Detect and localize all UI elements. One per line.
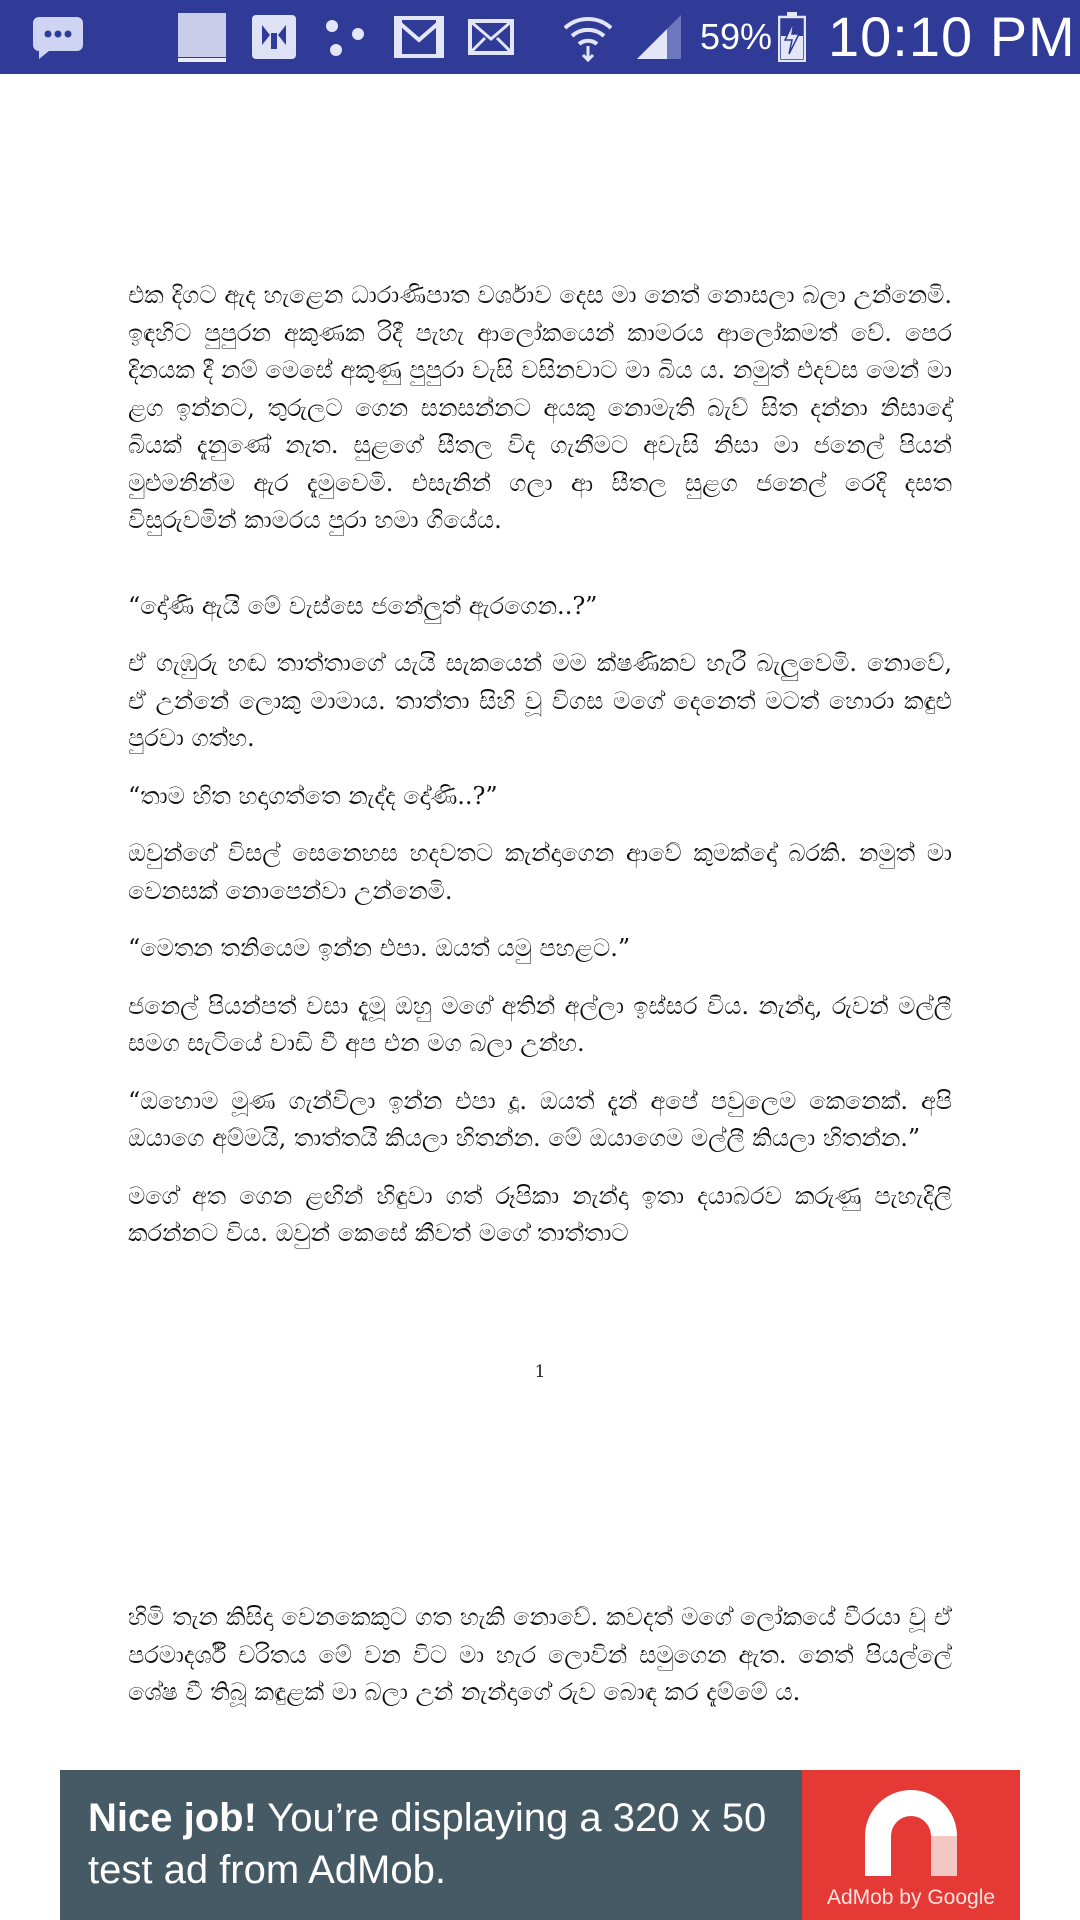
- ad-headline-bold: Nice job!: [88, 1796, 257, 1840]
- signal-icon: [634, 12, 686, 62]
- battery-percent: 59%: [700, 16, 773, 57]
- gallery-icon: [174, 12, 230, 62]
- paragraph: ඔවුන්ගේ විසල් සෙනෙහස හදවතට කැන්දාගෙන ආවේ කුමක්දෝ බරකි. නමුත් මා වෙනසක් නොපෙන්වා උන්නෙමි.: [128, 839, 952, 905]
- battery-charging-icon: [776, 12, 808, 62]
- admob-logo-panel[interactable]: [802, 1770, 1020, 1920]
- paragraph: මගේ අත ගෙන ළඟින් හිඳුවා ගත් රූපිකා නැන්දා ඉතා දයාබරව කරුණු පැහැදිලි කරන්නට විය. ඔවුන් කෙසේ කීවත් මගේ තාත්තාට: [128, 1181, 952, 1247]
- paragraph: එක දිගට ඇද හැළෙන ධාරාණිපාත වර්ශාව දෙස මා නෙත් නොසලා බලා උන්නෙමි. ඉඳහිට පුපුරන අකුණක රිදී පැහැ ආලෝකයෙන් කාමරය ආලෝකමත් වේ. පෙර දිනයක දී නම් මෙසේ අකුණු පුපුරා වැසි වසිනවාට මා බිය ය. නමුත් එදවස මෙන් මා ළග ඉන්නට, තුරුලට ගෙන සනසන්නට අයකු නොමැති බැව් සිත දන්නා නිසාදෝ බියක් දැනුණේ නැත. සුළගේ සීතල විද ගැනීමට අවැසි නිසා මා ජනෙල් පියන් මුළුමනින්ම ඇර දැමුවෙමි. එසැනින් ගලා ආ සීතල සුළග ජනෙල් රෙදි දසත විසුරුවමින් කාමරය පුරා හමා ගියේය.: [128, 281, 952, 534]
- page-2-text: [128, 1599, 952, 1732]
- clock: 10:10 PM: [828, 5, 1076, 68]
- paragraph: ඒ ගැඹුරු හඬ තාත්තාගේ යැයි සැකයෙන් මම ක්ෂණිකව හැරී බැලුවෙමි. නොවේ, ඒ උන්නේ ලොකු මාමාය. තාත්තා සිහි වූ විගස මගේ දෙනෙත් මටත් හොරා කඳුළු පුරවා ගත්හ.: [128, 649, 952, 752]
- ad-banner[interactable]: [60, 1770, 1020, 1920]
- gmail-icon: [392, 12, 446, 62]
- chat-bubble-icon: [28, 12, 88, 62]
- wifi-icon: [560, 12, 616, 62]
- page-number: 1: [534, 1362, 546, 1382]
- ad-headline[interactable]: [88, 1792, 828, 1896]
- ad-logo-caption: AdMob by Google: [826, 1886, 996, 1909]
- document-viewer[interactable]: [0, 74, 1080, 1770]
- share-icon: [320, 12, 370, 62]
- paragraph: “මෙතන තනියෙම ඉන්න එපා. ඔයත් යමු පහළට.”: [128, 934, 631, 962]
- paragraph: “ඔහොම මූණ ගැන්විලා ඉන්න එපා දූ. ඔයත් දැන් අපේ පවුලෙම කෙනෙක්. අපි ඔයාගෙ අම්මයි, තාත්තයි කියලා හිතන්න. මේ ඔයාගෙම මල්ලී කියලා හිතන්න.”: [128, 1086, 952, 1152]
- mail-icon: [466, 12, 516, 62]
- status-bar: [0, 0, 1080, 74]
- paragraph: “තාම හිත හදාගත්තෙ නැද්ද දෝණි..?”: [128, 781, 498, 810]
- page-1-text: [128, 277, 952, 1253]
- ad-headline-rest: You’re displaying a 320 x 50 test ad from AdMob.: [88, 1796, 767, 1892]
- paragraph: “දෝණි ඇයි මේ වැස්සෙ ජනේලුත් ඇරගෙන..?”: [128, 591, 598, 620]
- paragraph: හිමි තැන කිසිදා වෙනකෙකුට ගත හැකි නොවේ. කවදත් මගේ ලෝකයේ වීරයා වූ ඒ පරමාදර්ශී චරිතය මේ වන විට මා හැර ලොවින් සමුගෙන ඇත. නෙත් පියල්ලේ ශේෂ වී තිබූ කඳුළක් මා බලා උන් නැන්දාගේ රුව බොඳ කර දැම්මේ ය.: [128, 1603, 952, 1706]
- paragraph: ජනෙල් පියන්පත් වසා දැමූ ඔහු මගේ අතින් අල්ලා ඉස්සර විය. නැන්දා, රුවන් මල්ලී සමග සැටියේ වාඩි වී අප එන මග බලා උන්හ.: [128, 991, 952, 1057]
- app-icon: [248, 12, 300, 62]
